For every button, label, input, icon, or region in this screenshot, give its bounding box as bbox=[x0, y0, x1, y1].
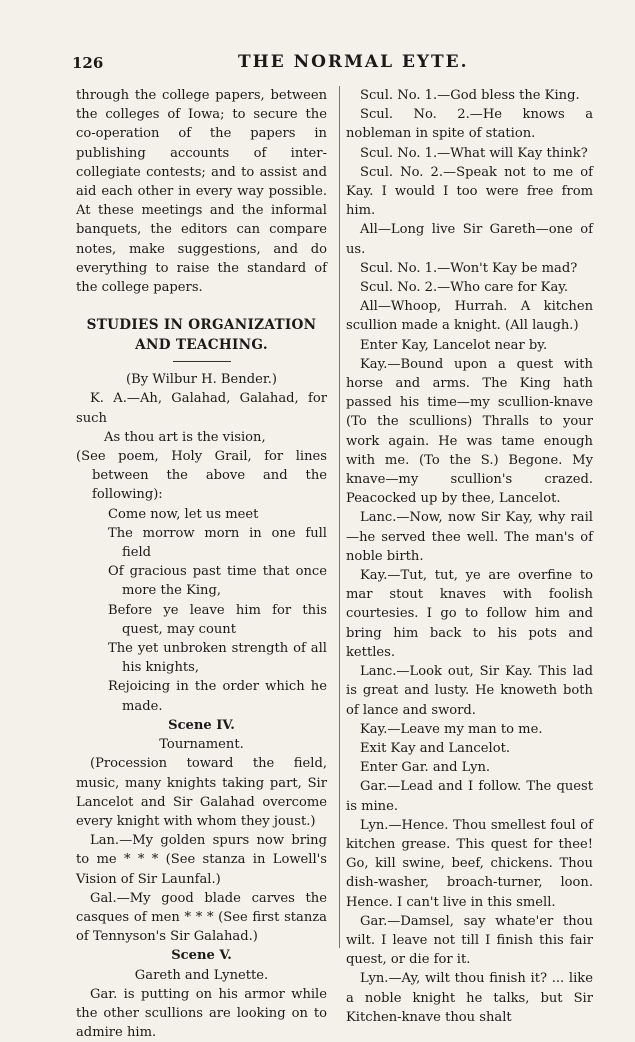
verse-line: Rejoicing in the order which he made. bbox=[108, 679, 327, 714]
dialogue-line: All—Whoop, Hurrah. A kitchen scullion made a knight. (All laugh.) bbox=[346, 299, 593, 334]
verse-line: Come now, let us meet bbox=[108, 506, 259, 522]
right-column bbox=[346, 86, 593, 1027]
dialogue-line: Exit Kay and Lancelot. bbox=[360, 740, 510, 756]
as-thou-line: As thou art is the vision, bbox=[104, 429, 266, 445]
dialogue-line: Gar.—Lead and I follow. The quest is mine. bbox=[346, 779, 593, 814]
scene-iv-title: Scene IV. bbox=[168, 717, 235, 733]
dialogue-line: Scul. No. 1.—What will Kay think? bbox=[360, 145, 588, 161]
ka-line: K. A.—Ah, Galahad, Galahad, for such bbox=[76, 391, 327, 426]
dialogue-line: All—Long live Sir Gareth—one of us. bbox=[346, 222, 593, 257]
lan-speech: Lan.—My golden spurs now bring to me * * * (See stanza in Lowell's Vision of Sir Launfal.) bbox=[76, 833, 327, 887]
dialogue-line: Enter Kay, Lancelot near by. bbox=[360, 337, 548, 353]
dialogue-line: Enter Gar. and Lyn. bbox=[360, 760, 491, 776]
running-title: THE NORMAL EYTE. bbox=[238, 52, 469, 72]
dialogue-line: Lanc.—Look out, Sir Kay. This lad is great and lusty. He knoweth both of lance and sword. bbox=[346, 664, 593, 718]
dialogue-line: Lanc.—Now, now Sir Kay, why rail—he served thee well. The man's of noble birth. bbox=[346, 510, 593, 564]
verse-line: Before ye leave him for this quest, may count bbox=[108, 602, 327, 637]
scene-v-title: Scene V. bbox=[171, 948, 232, 964]
section-title-line1: STUDIES IN ORGANIZATION bbox=[86, 317, 317, 334]
section-title bbox=[76, 315, 327, 355]
dialogue-line: Gar.—Damsel, say whate'er thou wilt. I leave not till I finish this fair quest, or die for it. bbox=[346, 913, 593, 968]
dialogue-line: Scul. No. 1.—Won't Kay be mad? bbox=[360, 260, 578, 276]
gar-armor-direction: Gar. is putting on his armor while the other scullions are looking on to admire him. bbox=[76, 986, 327, 1041]
procession-direction: (Procession toward the field, music, many knights taking part, Sir Lancelot and Sir Galahad overcome every knight with whom they joust.) bbox=[76, 756, 327, 829]
gareth-lynette-subtitle: Gareth and Lynette. bbox=[134, 967, 269, 983]
left-column bbox=[76, 86, 327, 1042]
page-header bbox=[0, 50, 635, 76]
dialogue-line: Scul. No. 2.—Who care for Kay. bbox=[360, 280, 569, 296]
verse-line: The yet unbroken strength of all his knights, bbox=[108, 641, 327, 676]
byline: (By Wilbur H. Bender.) bbox=[126, 372, 277, 388]
dialogue-line: Lyn.—Ay, wilt thou finish it? ... like a noble knight he talks, but Sir Kitchen-knave thou shalt bbox=[346, 971, 593, 1025]
gal-speech: Gal.—My good blade carves the casques of men * * * (See first stanza of Tennyson's Sir Galahad.) bbox=[76, 890, 327, 945]
tournament-subtitle: Tournament. bbox=[159, 737, 244, 753]
verse-line: The morrow morn in one full field bbox=[108, 525, 327, 561]
section-rule bbox=[173, 361, 231, 362]
section-title-line2: AND TEACHING. bbox=[135, 337, 268, 354]
page-number: 126 bbox=[72, 54, 104, 72]
dialogue-line: Kay.—Bound upon a quest with horse and arms. The King hath passed his time—my scullion-knave (To the scullions) Thralls to your work again. He was tame enough with me. (To the S.) Begone. My knave—my scullion's crazed. Peacocked up by thee, Lancelot. bbox=[346, 356, 593, 507]
dialogue-line: Scul. No. 2.—Speak not to me of Kay. I would I too were free from him. bbox=[346, 164, 593, 219]
see-poem-note: (See poem, Holy Grail, for lines between the above and the following): bbox=[76, 449, 327, 503]
intro-paragraph: through the college papers, between the colleges of Iowa; to secure the co-operation of the papers in publishing accounts of inter-collegiate contests; and to assist and aid each other in every way possible. At these meetings and the informal banquets, the editors can compare notes, make suggestions, and do everything to raise the standard of the college papers. bbox=[76, 88, 327, 296]
dialogue-line: Scul. No. 1.—God bless the King. bbox=[360, 88, 580, 103]
verse-line: Of gracious past time that once more the King, bbox=[108, 564, 327, 599]
dialogue-line: Kay.—Tut, tut, ye are overfine to mar stout knaves with foolish courtesies. I go to follow him and bring him back to his pots and kettles. bbox=[346, 568, 593, 660]
dialogue-line: Lyn.—Hence. Thou smellest foul of kitchen grease. This quest for thee! Go, kill swine, beef, chickens. Thou dish-washer, broach-turner, loon. Hence. I can't live in this smell. bbox=[346, 817, 593, 910]
dialogue-line: Kay.—Leave my man to me. bbox=[360, 721, 543, 737]
dialogue-line: Scul. No. 2.—He knows a nobleman in spite of station. bbox=[346, 107, 593, 142]
column-divider bbox=[339, 86, 340, 948]
